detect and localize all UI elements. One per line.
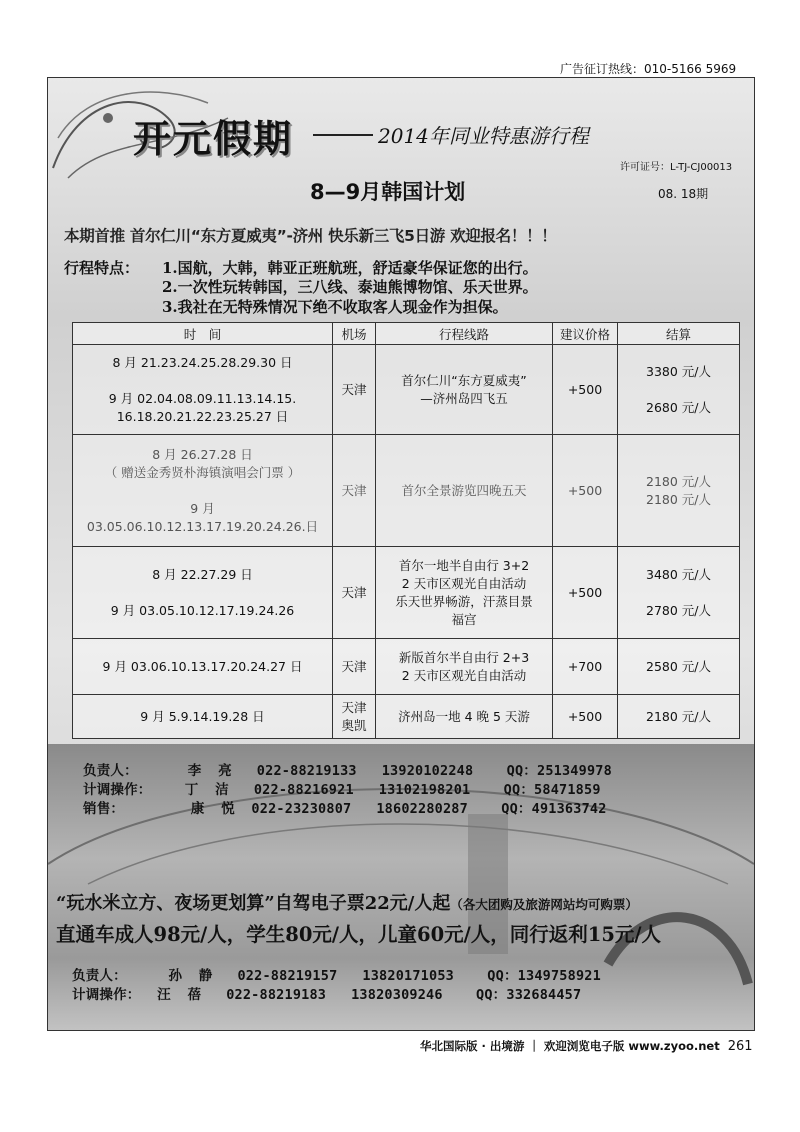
- date-line: 8 月 21.23.24.25.28.29.30 日: [112, 354, 293, 370]
- table-row: [73, 639, 740, 695]
- route-cell: 首尔仁川“东方夏威夷” —济州岛四飞五: [376, 345, 553, 435]
- brand-subtitle: 2014年同业特惠游行程: [378, 124, 589, 148]
- settle-cell: 3380 元/人 2680 元/人: [618, 345, 740, 435]
- airport-cell: 天津: [333, 435, 376, 547]
- headline: 本期首推 首尔仁川“东方夏威夷”-济州 快乐新三飞5日游 欢迎报名！！！: [64, 227, 557, 245]
- price-cell: +700: [553, 639, 618, 695]
- promo-prices: 直通车成人98元/人，学生80元/人，儿童60元/人，同行返利15元/人: [56, 923, 662, 946]
- airport-cell: 天津 奥凯: [333, 695, 376, 739]
- promo-main: “玩水米立方、夜场更划算”自驾电子票22元/人起: [56, 893, 451, 914]
- col-header-route: 行程线路: [376, 323, 553, 345]
- price-cell: +500: [553, 435, 618, 547]
- col-header-price: 建议价格: [553, 323, 618, 345]
- brand-title: 开元假期: [133, 116, 294, 161]
- route-cell: 济州岛一地 4 晚 5 天游: [376, 695, 553, 739]
- dates-cell: 9 月 5.9.14.19.28 日: [73, 695, 333, 739]
- contact-line: 负责人： 孙 静 022-88219157 13820171053 QQ：1349758921: [72, 968, 601, 984]
- airport-cell: 天津: [333, 345, 376, 435]
- price-cell: +500: [553, 345, 618, 435]
- settle-cell: 3480 元/人 2780 元/人: [618, 547, 740, 639]
- table-row: [73, 345, 740, 435]
- table-row: [73, 695, 740, 739]
- contact-line: 计调操作： 丁 洁 022-88216921 13102198201 QQ：58471859: [83, 782, 601, 798]
- contact-line: 销售： 康 悦 022-23230807 18602280287 QQ：491363742: [83, 801, 607, 817]
- contact-line: 负责人： 李 亮 022-88219133 13920102248 QQ：251349978: [83, 763, 612, 779]
- col-header-airport: 机场: [333, 323, 376, 345]
- col-header-settle: 结算: [618, 323, 740, 345]
- price-cell: +500: [553, 695, 618, 739]
- table-row: [73, 547, 740, 639]
- brand-dash-divider: [313, 134, 373, 136]
- feature-item: 1.国航，大韩，韩亚正班航班，舒适豪华保证您的出行。: [162, 259, 538, 277]
- dates-cell: 9 月 03.06.10.13.17.20.24.27 日: [73, 639, 333, 695]
- route-cell: 首尔全景游览四晚五天: [376, 435, 553, 547]
- col-header-time: 时 间: [73, 323, 333, 345]
- license-number: 许可证号：L-TJ-CJ00013: [620, 162, 733, 173]
- itinerary-table: [72, 322, 740, 739]
- settle-cell: 2180 元/人: [618, 695, 740, 739]
- promo-note: （各大团购及旅游网站均可购票）: [450, 897, 638, 912]
- page-footer: [420, 1038, 753, 1054]
- dates-cell: [73, 345, 333, 435]
- table-row: [73, 435, 740, 547]
- footer-text: 华北国际版 · 出境游 ｜ 欢迎浏览电子版 www.zyoo.net: [420, 1039, 720, 1053]
- airport-cell: 天津: [333, 639, 376, 695]
- promo-line: [56, 889, 638, 915]
- features-label: 行程特点：: [64, 259, 140, 277]
- settle-cell: 2180 元/人 2180 元/人: [618, 435, 740, 547]
- price-cell: +500: [553, 547, 618, 639]
- route-cell: 首尔一地半自由行 3+2 2 天市区观光自由活动 乐天世界畅游，汗蒸目景 福宫: [376, 547, 553, 639]
- feature-item: 3.我社在无特殊情况下绝不收取客人现金作为担保。: [162, 298, 508, 316]
- table-header-row: [73, 323, 740, 345]
- dates-cell: 8 月 26.27.28 日 （ 赠送金秀贤朴海镇演唱会门票 ） 9 月 03.05.06.10.12.13.17.19.20.24.26.日: [73, 435, 333, 547]
- route-cell: 新版首尔半自由行 2+3 2 天市区观光自由活动: [376, 639, 553, 695]
- ad-hotline: 广告征订热线：010-5166 5969: [560, 62, 737, 76]
- feature-item: 2.一次性玩转韩国，三八线、泰迪熊博物馆、乐天世界。: [162, 278, 538, 296]
- airport-cell: 天津: [333, 547, 376, 639]
- contact-line: 计调操作： 汪 蓓 022-88219183 13820309246 QQ：332684457: [72, 987, 582, 1003]
- page-number: 261: [727, 1039, 753, 1054]
- date-line: 16.18.20.21.22.23.25.27 日: [116, 408, 289, 424]
- plan-title: 8—9月韩国计划: [310, 180, 466, 204]
- date-line: 9 月 02.04.08.09.11.13.14.15.: [108, 390, 297, 406]
- issue-number: 08. 18期: [658, 187, 709, 201]
- settle-cell: 2580 元/人: [618, 639, 740, 695]
- ad-frame: [47, 77, 755, 1031]
- dates-cell: 8 月 22.27.29 日 9 月 03.05.10.12.17.19.24.26: [73, 547, 333, 639]
